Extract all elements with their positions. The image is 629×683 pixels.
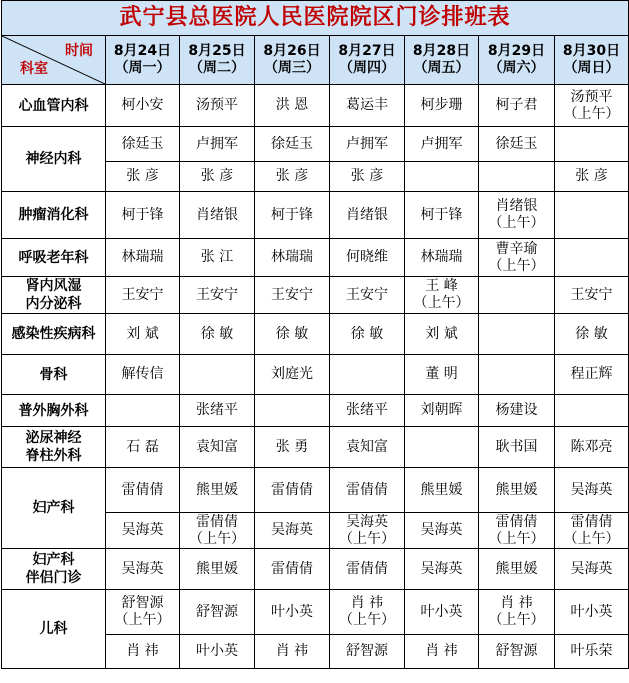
doctor-cell (255, 277, 330, 314)
doctor-cell (255, 590, 330, 635)
doctor-cell (555, 85, 629, 127)
doctor-cell (180, 314, 255, 355)
doctor-cell (330, 427, 405, 468)
doctor-name: 张 彦 (126, 168, 159, 184)
doctor-cell (479, 395, 555, 427)
doctor-cell (555, 314, 629, 355)
doctor-cell (180, 85, 255, 127)
doctor-cell (405, 590, 479, 635)
department-label: 妇产科 (32, 500, 75, 516)
doctor-cell (330, 355, 405, 395)
department-label: 儿科 (39, 621, 68, 637)
doctor-name: 舒智源 (196, 603, 238, 620)
doctor-name: 徐 敏 (200, 325, 234, 342)
day-date: 8月27日 (338, 43, 396, 59)
doctor-cell (330, 513, 405, 549)
doctor-cell (555, 549, 629, 590)
doctor-cell (479, 314, 555, 355)
doctor-name: 王安宁 (570, 286, 613, 303)
table-row (2, 468, 629, 513)
table-row (2, 355, 629, 395)
doctor-name: 林瑞瑞 (420, 249, 463, 265)
doctor-cell (255, 162, 330, 192)
day-header (405, 36, 479, 85)
department-label: 心血管内科 (18, 97, 89, 114)
doctor-name: 张 彦 (350, 168, 384, 184)
day-header (106, 36, 180, 85)
session-note: （上午） (488, 612, 545, 628)
doctor-name: 柯子君 (495, 97, 538, 113)
department-cell (2, 355, 106, 395)
doctor-cell (255, 239, 330, 277)
session-note: （上午） (563, 105, 620, 122)
department-cell (2, 314, 106, 355)
doctor-name: 石 磊 (126, 438, 159, 455)
doctor-name: 雷倩倩 (346, 481, 388, 498)
schedule-body (2, 85, 629, 669)
department-cell (2, 468, 106, 549)
doctor-name: 徐 敏 (575, 325, 608, 342)
doctor-cell (405, 162, 479, 192)
doctor-name: 叶小英 (570, 603, 613, 620)
department-label: 内分泌科 (25, 296, 82, 312)
day-header (330, 36, 405, 85)
doctor-cell (555, 162, 629, 192)
department-label: 肿瘤消化科 (18, 207, 89, 223)
day-date: 8月24日 (113, 43, 172, 59)
session-note: （上午） (339, 612, 395, 628)
doctor-name: 张 彦 (575, 168, 608, 184)
department-label: 神经内科 (25, 151, 82, 167)
doctor-cell (555, 468, 629, 513)
doctor-name: 肖 祎 (425, 643, 458, 659)
doctor-cell (255, 85, 330, 127)
doctor-name: 刘 斌 (425, 325, 458, 342)
doctor-cell (479, 635, 555, 669)
doctor-cell (255, 127, 330, 162)
doctor-cell (180, 192, 255, 239)
doctor-cell (106, 635, 180, 669)
doctor-cell (180, 635, 255, 669)
doctor-name: 林瑞瑞 (121, 249, 164, 265)
doctor-cell (106, 277, 180, 314)
doctor-name: 程正辉 (570, 366, 613, 382)
doctor-name: 袁知富 (346, 438, 388, 455)
doctor-name: 徐廷玉 (121, 135, 164, 152)
doctor-name: 卢拥军 (346, 135, 388, 152)
department-label: 肾内风湿 (25, 278, 82, 294)
doctor-cell (555, 513, 629, 549)
doctor-cell (255, 427, 330, 468)
doctor-cell (405, 635, 479, 669)
doctor-cell (180, 513, 255, 549)
doctor-cell (479, 427, 555, 468)
doctor-name: 雷倩倩 (570, 513, 613, 530)
time-label: 时间 (65, 43, 93, 59)
doctor-name: 柯于锋 (271, 206, 313, 223)
doctor-cell (106, 468, 180, 513)
department-label: 普外胸外科 (18, 402, 89, 419)
doctor-cell (330, 590, 405, 635)
doctor-cell (180, 239, 255, 277)
doctor-cell (180, 162, 255, 192)
doctor-cell (330, 314, 405, 355)
doctor-cell (479, 239, 555, 277)
doctor-cell (180, 395, 255, 427)
doctor-name: 雷倩倩 (495, 513, 538, 530)
doctor-cell (330, 162, 405, 192)
doctor-cell (555, 590, 629, 635)
session-note: （上午） (563, 530, 620, 547)
page-title: 武宁县总医院人民医院院区门诊排班表 (2, 1, 629, 36)
doctor-name: 吴海英 (420, 522, 463, 538)
doctor-name: 柯步珊 (420, 97, 463, 113)
department-cell (2, 590, 106, 669)
doctor-name: 董 明 (425, 366, 458, 382)
doctor-cell (405, 427, 479, 468)
header-row (2, 36, 629, 85)
doctor-cell (479, 513, 555, 549)
department-label: 妇产科 (32, 552, 75, 568)
doctor-cell (106, 314, 180, 355)
doctor-cell (255, 468, 330, 513)
doctor-name: 吴海英 (121, 560, 164, 577)
doctor-cell (255, 395, 330, 427)
doctor-cell (405, 239, 479, 277)
doctor-name: 熊里媛 (495, 481, 538, 498)
doctor-cell (255, 192, 330, 239)
doctor-cell (405, 355, 479, 395)
doctor-cell (180, 277, 255, 314)
table-row (2, 590, 629, 635)
department-label: 骨科 (39, 366, 68, 383)
doctor-cell (106, 395, 180, 427)
day-weekday: （周三） (264, 60, 320, 76)
doctor-cell (106, 590, 180, 635)
doctor-name: 叶乐荣 (570, 643, 613, 659)
doctor-name: 叶小英 (420, 603, 463, 620)
doctor-name: 刘庭光 (271, 366, 313, 382)
doctor-cell (405, 277, 479, 314)
doctor-cell (555, 635, 629, 669)
department-cell (2, 427, 106, 468)
doctor-cell (405, 468, 479, 513)
day-weekday: （周日） (563, 60, 620, 76)
table-row (2, 314, 629, 355)
doctor-name: 熊里媛 (495, 560, 538, 577)
doctor-name: 雷倩倩 (196, 513, 238, 530)
session-note: （上午） (189, 530, 245, 547)
doctor-name: 张绪平 (346, 402, 388, 418)
doctor-cell (479, 549, 555, 590)
doctor-name: 叶小英 (271, 603, 313, 620)
department-label: 感染性疾病科 (11, 326, 96, 342)
table-row (2, 239, 629, 277)
session-note: （上午） (114, 612, 171, 628)
day-date: 8月26日 (263, 43, 321, 59)
doctor-name: 徐廷玉 (495, 135, 538, 152)
doctor-name: 王安宁 (196, 286, 238, 303)
day-weekday: （周四） (339, 60, 395, 76)
doctor-cell (555, 239, 629, 277)
day-header (255, 36, 330, 85)
doctor-cell (479, 192, 555, 239)
department-label: 伴侣门诊 (25, 570, 82, 586)
department-cell (2, 192, 106, 239)
doctor-name: 肖 祎 (350, 595, 384, 611)
session-note: （上午） (488, 257, 545, 274)
doctor-name: 吴海英 (271, 522, 313, 538)
day-header (180, 36, 255, 85)
doctor-cell (106, 239, 180, 277)
doctor-cell (555, 355, 629, 395)
doctor-cell (555, 427, 629, 468)
doctor-cell (479, 277, 555, 314)
doctor-cell (555, 395, 629, 427)
doctor-name: 王 峰 (425, 278, 458, 294)
doctor-cell (106, 85, 180, 127)
doctor-name: 柯于锋 (420, 206, 463, 223)
doctor-cell (405, 314, 479, 355)
doctor-cell (255, 635, 330, 669)
doctor-cell (106, 162, 180, 192)
doctor-name: 徐 敏 (275, 325, 309, 342)
doctor-name: 吴海英 (420, 560, 463, 577)
doctor-name: 舒智源 (495, 643, 538, 659)
department-cell (2, 127, 106, 192)
doctor-cell (405, 85, 479, 127)
department-cell (2, 395, 106, 427)
doctor-name: 雷倩倩 (271, 560, 313, 577)
schedule-table (1, 0, 629, 669)
doctor-cell (479, 590, 555, 635)
day-weekday: （周一） (114, 60, 171, 76)
table-row (2, 85, 629, 127)
doctor-name: 耿书国 (495, 438, 538, 455)
doctor-name: 卢拥军 (420, 135, 463, 152)
doctor-cell (255, 314, 330, 355)
doctor-name: 陈邓亮 (570, 438, 613, 455)
doctor-name: 熊里媛 (420, 481, 463, 498)
doctor-name: 葛运丰 (346, 97, 388, 113)
doctor-cell (255, 549, 330, 590)
doctor-name: 肖 祎 (126, 643, 159, 659)
doctor-cell (330, 85, 405, 127)
doctor-name: 熊里媛 (196, 481, 238, 498)
doctor-name: 吴海英 (570, 560, 613, 577)
doctor-cell (330, 468, 405, 513)
doctor-cell (180, 427, 255, 468)
doctor-name: 王安宁 (271, 286, 313, 303)
day-date: 8月25日 (188, 43, 246, 59)
doctor-name: 刘 斌 (126, 325, 159, 342)
day-header (479, 36, 555, 85)
doctor-cell (180, 549, 255, 590)
table-row (2, 427, 629, 468)
day-date: 8月30日 (562, 43, 621, 59)
doctor-cell (330, 395, 405, 427)
department-label: 脊柱外科 (25, 448, 82, 464)
doctor-cell (405, 549, 479, 590)
doctor-name: 肖绪银 (196, 206, 238, 223)
doctor-cell (479, 127, 555, 162)
doctor-name: 杨建设 (495, 402, 538, 418)
doctor-name: 叶小英 (196, 643, 238, 659)
doctor-name: 袁知富 (196, 438, 238, 455)
doctor-name: 熊里媛 (196, 560, 238, 577)
doctor-cell (479, 162, 555, 192)
doctor-cell (180, 468, 255, 513)
doctor-name: 肖绪银 (495, 198, 538, 214)
day-weekday: （周六） (488, 60, 545, 76)
doctor-cell (255, 513, 330, 549)
doctor-name: 肖 祎 (500, 595, 533, 611)
department-cell (2, 239, 106, 277)
doctor-name: 汤预平 (196, 97, 238, 113)
day-date: 8月28日 (412, 43, 471, 59)
doctor-name: 雷倩倩 (121, 481, 164, 498)
doctor-name: 柯于锋 (121, 206, 164, 223)
department-label: 泌尿神经 (25, 430, 82, 446)
doctor-name: 肖绪银 (346, 206, 388, 223)
table-row (2, 192, 629, 239)
doctor-name: 张 勇 (275, 438, 309, 455)
department-cell (2, 85, 106, 127)
doctor-cell (106, 127, 180, 162)
doctor-name: 何晓维 (346, 249, 388, 265)
doctor-cell (555, 277, 629, 314)
dept-label: 科室 (20, 61, 48, 77)
doctor-name: 柯小安 (121, 97, 164, 113)
department-cell (2, 277, 106, 314)
doctor-name: 徐廷玉 (271, 135, 313, 152)
doctor-name: 卢拥军 (196, 135, 238, 152)
doctor-name: 肖 祎 (275, 643, 309, 659)
doctor-cell (330, 277, 405, 314)
doctor-name: 刘朝晖 (420, 402, 463, 418)
doctor-cell (555, 127, 629, 162)
doctor-name: 张绪平 (196, 402, 238, 418)
doctor-name: 舒智源 (346, 643, 388, 659)
day-header (555, 36, 629, 85)
doctor-name: 解传信 (121, 366, 164, 382)
doctor-name: 王安宁 (121, 286, 164, 303)
doctor-name: 舒智源 (121, 595, 164, 611)
doctor-name: 徐 敏 (350, 325, 384, 342)
corner-header (2, 36, 106, 85)
doctor-name: 雷倩倩 (271, 481, 313, 498)
doctor-name: 汤预平 (570, 88, 613, 105)
table-row (2, 127, 629, 162)
doctor-name: 张 彦 (200, 168, 234, 184)
doctor-cell (405, 127, 479, 162)
doctor-name: 张 江 (200, 249, 234, 265)
doctor-name: 雷倩倩 (346, 560, 388, 577)
day-weekday: （周二） (189, 60, 245, 76)
doctor-cell (479, 468, 555, 513)
department-label: 呼吸老年科 (18, 249, 89, 266)
doctor-name: 曹辛瑜 (495, 240, 538, 257)
session-note: （上午） (488, 530, 545, 547)
doctor-cell (330, 549, 405, 590)
doctor-cell (106, 549, 180, 590)
doctor-cell (106, 355, 180, 395)
table-row (2, 395, 629, 427)
doctor-name: 林瑞瑞 (271, 249, 313, 265)
doctor-cell (106, 192, 180, 239)
doctor-cell (330, 127, 405, 162)
doctor-name: 吴海英 (570, 481, 613, 498)
doctor-cell (479, 355, 555, 395)
session-note: （上午） (339, 530, 395, 547)
table-row (2, 277, 629, 314)
doctor-cell (405, 513, 479, 549)
session-note: （上午） (413, 295, 470, 311)
day-weekday: （周五） (413, 60, 470, 76)
doctor-cell (330, 192, 405, 239)
department-cell (2, 549, 106, 590)
doctor-cell (405, 192, 479, 239)
doctor-cell (180, 127, 255, 162)
doctor-name: 吴海英 (121, 522, 164, 538)
doctor-name: 洪 恩 (275, 97, 309, 113)
doctor-cell (255, 355, 330, 395)
doctor-cell (405, 395, 479, 427)
doctor-name: 吴海英 (346, 513, 388, 530)
day-date: 8月29日 (487, 43, 546, 59)
doctor-name: 王安宁 (346, 286, 388, 303)
doctor-cell (479, 85, 555, 127)
doctor-cell (106, 427, 180, 468)
session-note: （上午） (488, 215, 545, 231)
doctor-cell (330, 635, 405, 669)
table-row (2, 549, 629, 590)
doctor-cell (180, 355, 255, 395)
doctor-cell (106, 513, 180, 549)
doctor-cell (555, 192, 629, 239)
doctor-name: 张 彦 (275, 168, 309, 184)
doctor-cell (180, 590, 255, 635)
doctor-cell (330, 239, 405, 277)
